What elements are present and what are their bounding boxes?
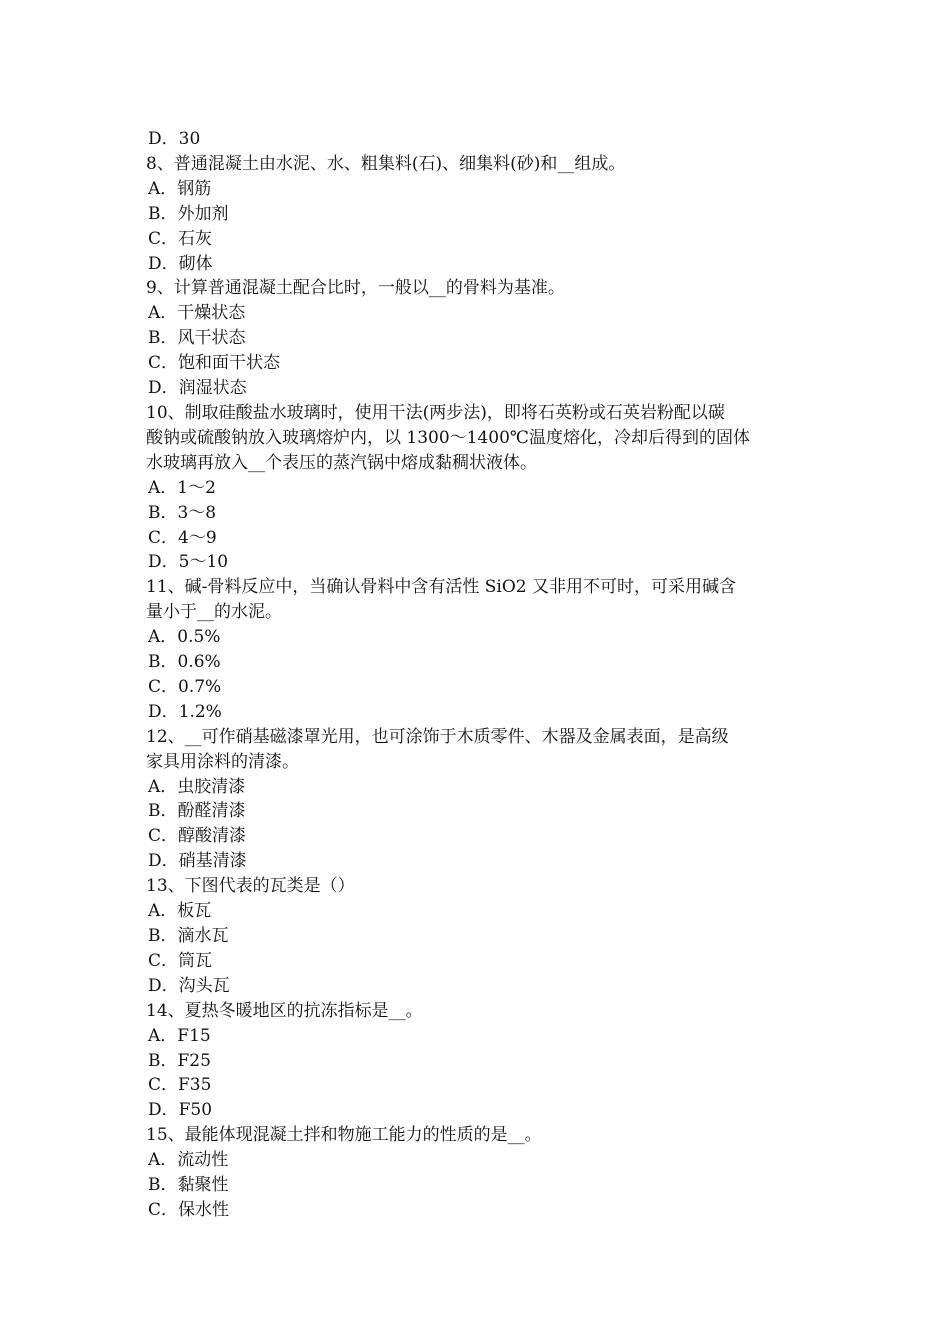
answer-option: D．沟头瓦 xyxy=(148,975,230,996)
answer-option: A．虫胶清漆 xyxy=(148,776,246,797)
answer-option: D．1.2% xyxy=(148,701,222,722)
answer-option: D．F50 xyxy=(148,1100,213,1121)
answer-option: B．滴水瓦 xyxy=(148,926,229,946)
question-text-line: 10、制取硅酸盐水玻璃时，使用干法(两步法)，即将石英粉或石英岩粉配以碳 xyxy=(146,402,725,423)
answer-option: B．黏聚性 xyxy=(148,1175,229,1196)
question-text-line: 15、最能体现混凝土拌和物施工能力的性质的是__。 xyxy=(146,1125,542,1146)
answer-option: D．润湿状态 xyxy=(148,378,247,399)
question-block xyxy=(146,999,811,1124)
answer-option: C．筒瓦 xyxy=(148,950,213,971)
answer-option: D．30 xyxy=(148,129,201,149)
answer-option: B．风干状态 xyxy=(148,328,246,349)
question-block xyxy=(146,152,811,277)
answer-option: D．砌体 xyxy=(148,253,213,274)
answer-option: D．5～10 xyxy=(148,552,229,573)
answer-option: B．3～8 xyxy=(148,502,217,523)
question-text-line: 12、__可作硝基磁漆罩光用，也可涂饰于木质零件、木器及金属表面，是高级 xyxy=(146,726,729,747)
question-text-line: 13、下图代表的瓦类是（） xyxy=(146,876,355,897)
question-list xyxy=(146,127,811,1223)
answer-option: C．饱和面干状态 xyxy=(148,353,281,374)
answer-option: D．硝基清漆 xyxy=(148,851,247,872)
answer-option: A．0.5% xyxy=(148,627,221,648)
question-block xyxy=(146,276,811,401)
question-text-line: 14、夏热冬暖地区的抗冻指标是__。 xyxy=(146,1000,423,1021)
answer-option: C．石灰 xyxy=(148,228,213,249)
answer-option: C．0.7% xyxy=(148,676,222,697)
question-block xyxy=(146,1123,811,1223)
answer-option: B．酚醛清漆 xyxy=(148,801,246,822)
answer-option: A．1～2 xyxy=(148,477,216,498)
answer-option: B．外加剂 xyxy=(148,203,229,224)
question-block xyxy=(146,575,811,724)
questions-container xyxy=(146,152,811,1223)
question-block xyxy=(146,874,811,999)
question-block xyxy=(146,401,811,575)
answer-option: A．流动性 xyxy=(148,1150,229,1171)
answer-option: A．F15 xyxy=(148,1025,211,1046)
answer-option: A．板瓦 xyxy=(148,901,212,922)
question-text-line: 水玻璃再放入__个表压的蒸汽锅中熔成黏稠状液体。 xyxy=(146,452,537,473)
answer-option: A．干燥状态 xyxy=(148,303,246,324)
question-text-line: 9、计算普通混凝土配合比时，一般以__的骨料为基准。 xyxy=(146,278,565,299)
question-text-line: 量小于__的水泥。 xyxy=(146,602,282,623)
question-text-line: 酸钠或硫酸钠放入玻璃熔炉内，以 1300～1400℃温度熔化，冷却后得到的固体 xyxy=(146,427,750,448)
answer-option: C．醇酸清漆 xyxy=(148,826,247,847)
question-block xyxy=(146,725,811,874)
question-text-line: 家具用涂料的清漆。 xyxy=(146,751,299,772)
answer-option: B．F25 xyxy=(148,1050,211,1071)
answer-option: C．保水性 xyxy=(148,1199,230,1220)
question-text-line: 8、普通混凝土由水泥、水、粗集料(石)、细集料(砂)和__组成。 xyxy=(146,153,626,174)
answer-option: C．F35 xyxy=(148,1075,212,1096)
question-text-line: 11、碱-骨料反应中，当确认骨料中含有活性 SiO2 又非用不可时，可采用碱含 xyxy=(146,577,737,598)
answer-option: B．0.6% xyxy=(148,652,221,673)
answer-option: C．4～9 xyxy=(148,527,217,548)
answer-option: A．钢筋 xyxy=(148,178,212,199)
